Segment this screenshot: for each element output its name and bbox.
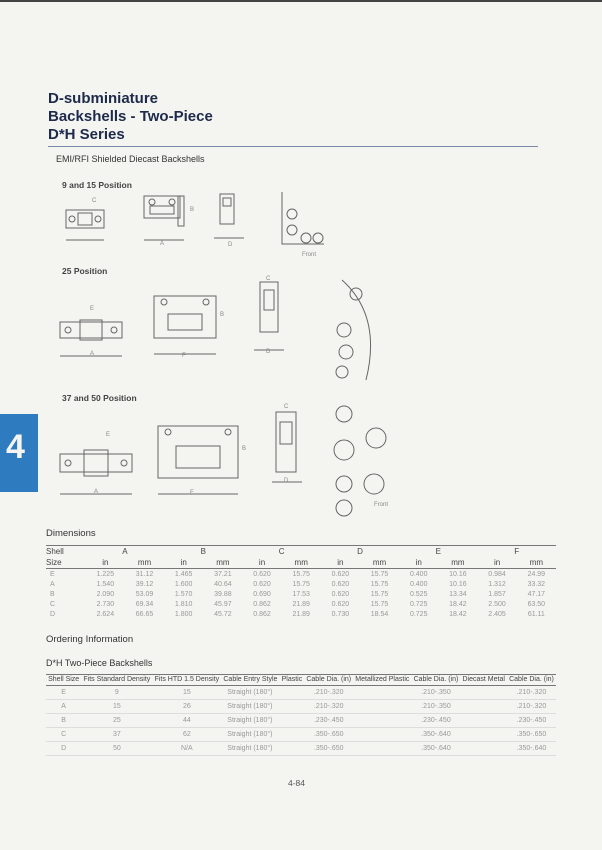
ordering-cell: .350-.640 — [411, 742, 460, 756]
dimensions-cell: 15.75 — [370, 570, 389, 578]
ordering-cell: 15 — [152, 686, 221, 700]
header-f: F — [477, 546, 556, 558]
dim-label-b-1: B — [190, 207, 195, 213]
dimensions-cell: 69.34 — [135, 600, 154, 608]
dimensions-cell: 0.620 — [331, 570, 350, 578]
dimensions-row — [46, 599, 556, 609]
top-view-37-50 — [268, 402, 308, 490]
dim-label-e-2: E — [90, 306, 95, 312]
col-diecast: Diecast Metal — [460, 675, 507, 686]
dimensions-cell: 1.810 — [174, 600, 193, 608]
dimensions-cell: 1.225 — [96, 570, 115, 578]
dimensions-cell: 61.11 — [527, 610, 545, 618]
dimensions-cell: 2.624 — [96, 610, 115, 618]
dimensions-row — [46, 569, 556, 580]
col-fits-standard: Fits Standard Density — [81, 675, 152, 686]
ordering-cell: .210-.320 — [304, 700, 353, 714]
ordering-cell: 50 — [81, 742, 152, 756]
dimensions-cell: 0.400 — [409, 570, 428, 578]
ordering-cell: A — [46, 700, 81, 714]
dim-label-d-1: D — [228, 242, 233, 248]
figure-label-1: Front — [302, 252, 317, 258]
dimensions-cell: C — [50, 600, 56, 608]
dim-label-e-3: E — [106, 432, 111, 438]
ordering-cell — [460, 728, 507, 742]
dim-label-b-2: B — [220, 312, 225, 318]
header-e: E — [399, 546, 477, 558]
dimensions-cell: E — [50, 570, 55, 578]
dim-label-d-2: D — [266, 349, 271, 355]
side-view-25 — [148, 290, 226, 362]
dimensions-cell: 2.405 — [488, 610, 506, 618]
title-line-1: D-subminiature — [48, 90, 159, 107]
dimensions-cell: 1.570 — [174, 590, 193, 598]
ordering-cell: 26 — [152, 700, 221, 714]
ordering-cell: 25 — [81, 714, 152, 728]
ordering-cell: 9 — [81, 686, 152, 700]
ordering-cell: .230-.450 — [304, 714, 353, 728]
ordering-cell — [353, 714, 411, 728]
ordering-cell: Straight (180°) — [221, 728, 279, 742]
header-shell: Shell — [46, 546, 86, 558]
dimensions-cell: 18.54 — [370, 610, 389, 618]
dimensions-cell: 0.730 — [331, 610, 350, 618]
ordering-cell: Straight (180°) — [221, 686, 279, 700]
dim-label-f-2: F — [182, 353, 186, 359]
dimensions-cell: 0.620 — [253, 580, 271, 588]
ordering-cell — [353, 728, 411, 742]
subheader: mm — [360, 557, 399, 569]
dimensions-cell: D — [50, 610, 56, 618]
dimensions-cell: 0.725 — [409, 610, 428, 618]
dim-label-a-3: A — [94, 489, 99, 495]
dimensions-cell: 45.72 — [214, 610, 232, 618]
dimensions-cell: 13.34 — [449, 590, 467, 598]
col-metallized: Metallized Plastic — [353, 675, 411, 686]
ordering-cell — [280, 728, 305, 742]
dimensions-cell: 39.88 — [214, 590, 232, 598]
header-b: B — [164, 546, 242, 558]
ordering-cell: .350-.650 — [507, 728, 556, 742]
subheader: in — [399, 557, 438, 569]
dimensions-row — [46, 589, 556, 599]
ordering-cell: Straight (180°) — [221, 714, 279, 728]
title-rule — [48, 146, 538, 147]
ordering-cell: .210-.350 — [411, 686, 460, 700]
dimensions-cell: 63.50 — [527, 600, 546, 608]
ordering-cell: .350-.640 — [507, 742, 556, 756]
dimensions-cell: 10.16 — [449, 570, 467, 578]
subheader: mm — [438, 557, 477, 569]
cable-entry-view-37-50 — [326, 400, 398, 518]
ordering-row — [46, 728, 556, 742]
dim-label-c-3: C — [284, 404, 289, 410]
front-view-9-15 — [60, 196, 120, 248]
dimensions-heading: Dimensions — [46, 528, 96, 539]
ordering-cell: .350-.640 — [411, 728, 460, 742]
ordering-cell: .210-.320 — [507, 686, 556, 700]
dimensions-cell: 15.75 — [370, 580, 389, 588]
section-label-37-50: 37 and 50 Position — [62, 393, 137, 403]
dimensions-cell: 2.730 — [96, 600, 115, 608]
ordering-cell: Straight (180°) — [221, 700, 279, 714]
dimensions-cell: 2.500 — [488, 600, 506, 608]
dimensions-cell: A — [50, 580, 55, 588]
dimensions-row — [46, 579, 556, 589]
cable-entry-view-25 — [322, 276, 392, 384]
figure-label-3: Front — [374, 502, 389, 508]
ordering-cell: .210-.350 — [411, 700, 460, 714]
ordering-cell — [353, 742, 411, 756]
dimensions-cell: 0.690 — [253, 590, 271, 598]
ordering-cell — [280, 686, 305, 700]
subheader: mm — [282, 557, 321, 569]
col-cable-entry: Cable Entry Style — [221, 675, 279, 686]
section-label-25: 25 Position — [62, 266, 108, 276]
dimensions-cell: 21.89 — [292, 610, 310, 618]
dimensions-cell: 0.862 — [253, 610, 271, 618]
dimensions-cell: 45.97 — [214, 600, 232, 608]
subheader: in — [242, 557, 281, 569]
ordering-row — [46, 714, 556, 728]
ordering-cell: 37 — [81, 728, 152, 742]
dimensions-cell: 66.65 — [135, 610, 154, 618]
dimensions-cell: 1.312 — [488, 580, 506, 588]
dimensions-cell: 47.17 — [527, 590, 546, 598]
ordering-cell — [280, 700, 305, 714]
dimensions-cell: 31.12 — [135, 570, 154, 578]
dim-label-b-3: B — [242, 446, 247, 452]
ordering-cell: D — [46, 742, 81, 756]
dim-label-c-2: C — [266, 276, 271, 282]
ordering-cell — [353, 686, 411, 700]
ordering-row — [46, 742, 556, 756]
page-title — [48, 90, 213, 144]
ordering-cell: B — [46, 714, 81, 728]
side-view-37-50 — [150, 416, 250, 502]
dimensions-cell: 1.800 — [174, 610, 193, 618]
ordering-cell — [460, 714, 507, 728]
col-shell-size: Shell Size — [46, 675, 81, 686]
dimensions-cell: 15.75 — [370, 600, 389, 608]
section-tab — [0, 414, 38, 492]
dimensions-cell: 21.89 — [292, 600, 310, 608]
section-label-9-15: 9 and 15 Position — [62, 180, 132, 190]
dimensions-table — [46, 545, 556, 619]
dimensions-cell: 24.99 — [527, 570, 546, 578]
header-d: D — [321, 546, 399, 558]
dimensions-cell: 0.620 — [331, 600, 350, 608]
dimensions-cell: 17.53 — [292, 590, 310, 598]
col-cable-dia-2: Cable Dia. (in) — [411, 675, 460, 686]
dimensions-cell: 1.465 — [174, 570, 193, 578]
dimensions-cell: 1.600 — [174, 580, 193, 588]
dimensions-subheader-row — [46, 557, 556, 569]
dimensions-cell: 0.620 — [331, 590, 350, 598]
dimensions-cell: 10.16 — [449, 580, 467, 588]
top-view-9-15 — [210, 190, 250, 248]
dim-label-f-3: F — [190, 490, 194, 496]
ordering-cell: 15 — [81, 700, 152, 714]
dimensions-cell: 0.620 — [331, 580, 350, 588]
dim-label-d-3: D — [284, 478, 289, 484]
dimensions-cell: 0.525 — [409, 590, 428, 598]
dimensions-cell: 18.42 — [449, 610, 467, 618]
subheader: in — [164, 557, 203, 569]
dimensions-cell: B — [50, 590, 55, 598]
ordering-cell: Straight (180°) — [221, 742, 279, 756]
dimensions-cell: 18.42 — [449, 600, 467, 608]
ordering-row — [46, 686, 556, 700]
ordering-cell — [460, 742, 507, 756]
dimensions-cell: 33.32 — [527, 580, 546, 588]
ordering-cell: N/A — [152, 742, 221, 756]
ordering-header-row — [46, 675, 556, 686]
dimensions-cell: 0.984 — [488, 570, 506, 578]
col-plastic: Plastic — [280, 675, 305, 686]
subheader: in — [477, 557, 516, 569]
title-line-2: Backshells - Two-Piece — [48, 108, 213, 125]
ordering-cell: .350-.650 — [304, 742, 353, 756]
ordering-cell: 44 — [152, 714, 221, 728]
dimensions-cell: 0.725 — [409, 600, 428, 608]
dimensions-cell: 0.862 — [253, 600, 271, 608]
ordering-cell: .230-.450 — [507, 714, 556, 728]
dimensions-cell: 40.64 — [214, 580, 232, 588]
ordering-cell: .230-.450 — [411, 714, 460, 728]
dimensions-cell: 1.857 — [488, 590, 506, 598]
cable-entry-view-9-15 — [276, 188, 326, 254]
col-cable-dia: Cable Dia. (in) — [304, 675, 353, 686]
ordering-cell: 62 — [152, 728, 221, 742]
ordering-cell: .350-.650 — [304, 728, 353, 742]
dimensions-cell: 53.09 — [135, 590, 154, 598]
ordering-cell: .210-.320 — [507, 700, 556, 714]
dim-label-c-1: C — [92, 198, 97, 204]
subheader: mm — [125, 557, 164, 569]
ordering-cell — [460, 700, 507, 714]
dim-label-a-2: A — [90, 351, 95, 357]
col-fits-htd: Fits HTD 1.5 Density — [152, 675, 221, 686]
ordering-table — [46, 674, 556, 756]
top-view-25 — [250, 274, 290, 358]
header-a: A — [86, 546, 164, 558]
dimensions-cell: 15.75 — [292, 570, 310, 578]
ordering-cell — [460, 686, 507, 700]
ordering-cell — [280, 714, 305, 728]
dimensions-cell: 39.12 — [135, 580, 154, 588]
subheader: in — [321, 557, 360, 569]
dim-label-a-1: A — [160, 241, 165, 247]
dimensions-cell: 15.75 — [292, 580, 310, 588]
ordering-cell — [353, 700, 411, 714]
dimensions-cell: 15.75 — [370, 590, 389, 598]
col-cable-dia-3: Cable Dia. (in) — [507, 675, 556, 686]
dimensions-cell: 37.21 — [214, 570, 232, 578]
ordering-row — [46, 700, 556, 714]
subheader: Size — [46, 557, 86, 569]
ordering-subheading: D*H Two-Piece Backshells — [46, 658, 153, 668]
page-number: 4-84 — [288, 778, 306, 788]
dimensions-cell: 1.540 — [96, 580, 115, 588]
header-c: C — [242, 546, 320, 558]
subheader: in — [86, 557, 125, 569]
ordering-heading: Ordering Information — [46, 634, 134, 645]
dimensions-row — [46, 609, 556, 619]
side-view-9-15 — [140, 192, 200, 248]
ordering-cell: C — [46, 728, 81, 742]
subtitle: EMI/RFI Shielded Diecast Backshells — [56, 154, 205, 164]
dimensions-cell: 2.090 — [96, 590, 115, 598]
dimensions-cell: 0.620 — [253, 570, 271, 578]
ordering-cell: .210-.320 — [304, 686, 353, 700]
subheader: mm — [517, 557, 556, 569]
title-line-3: D*H Series — [48, 126, 125, 143]
ordering-cell: E — [46, 686, 81, 700]
section-number: 4 — [6, 428, 25, 466]
dimensions-cell: 0.400 — [409, 580, 428, 588]
dimensions-header-row — [46, 546, 556, 558]
subheader: mm — [203, 557, 242, 569]
ordering-cell — [280, 742, 305, 756]
